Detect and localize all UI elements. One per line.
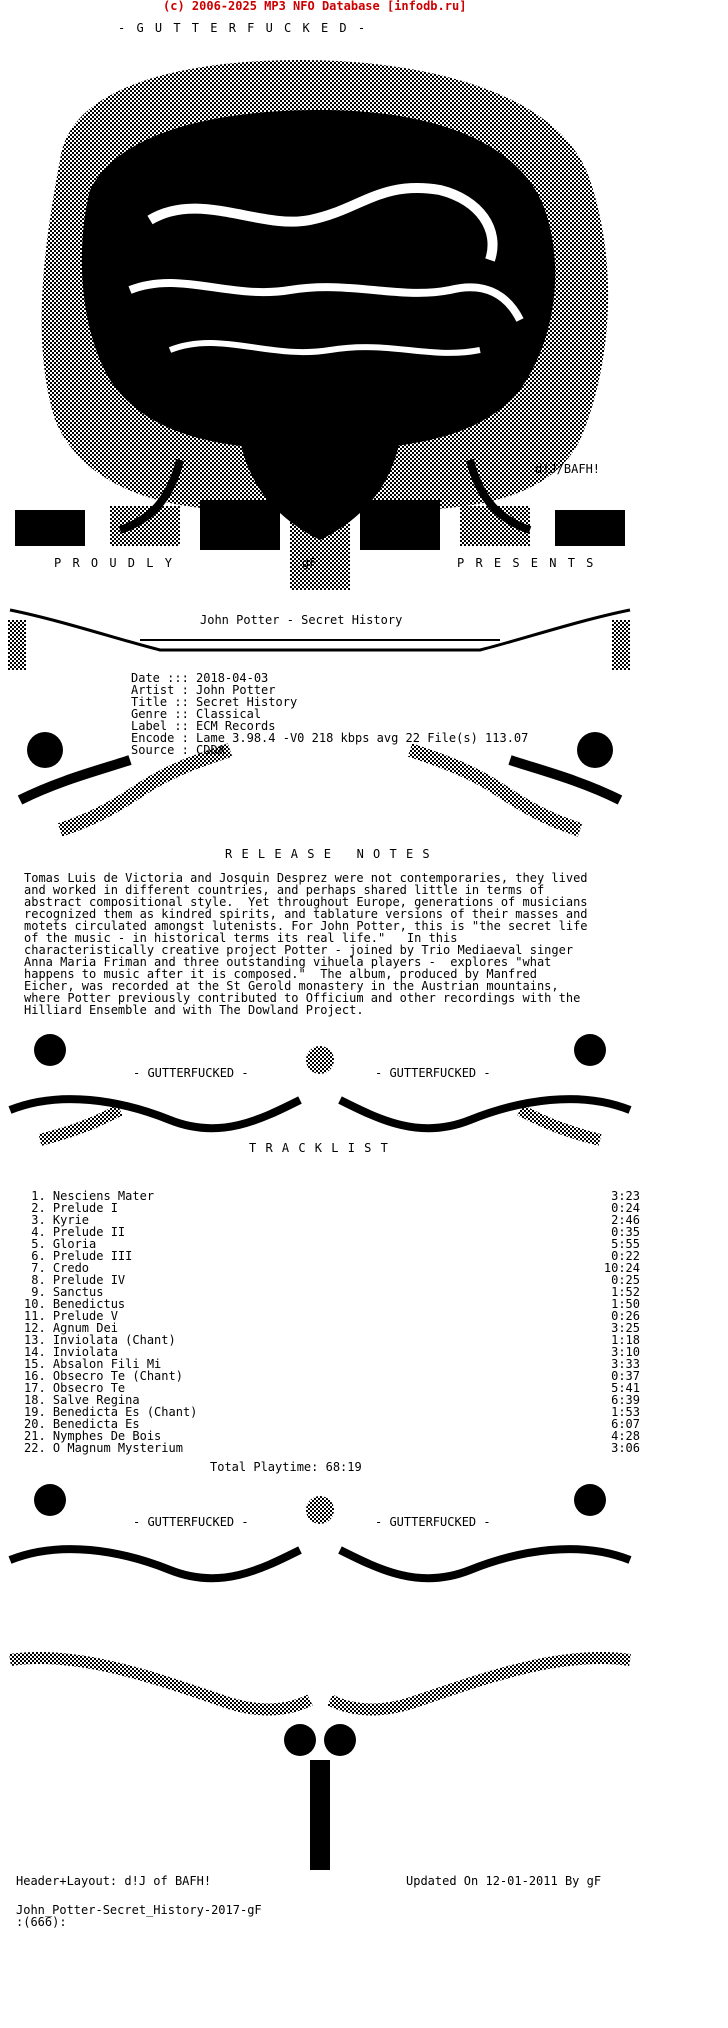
track-time: 6:39 (611, 1393, 640, 1407)
track-time: 10:24 (603, 1261, 640, 1275)
track-title: 3. Kyrie (24, 1213, 90, 1227)
track-title: 22. O Magnum Mysterium (24, 1441, 183, 1455)
track-title: 8. Prelude IV (24, 1273, 126, 1287)
track-title: 19. Benedicta Es (Chant) (24, 1405, 198, 1419)
track-title: 10. Benedictus (24, 1297, 126, 1311)
track-title: 17. Obsecro Te (24, 1381, 126, 1395)
track-time: 0:26 (611, 1309, 640, 1323)
track-time: 1:52 (611, 1285, 640, 1299)
track-time: 0:37 (611, 1369, 640, 1383)
info-row-genre: Genre :: Classical (131, 707, 262, 721)
info-row-date: Date ::: 2018-04-03 (131, 671, 269, 685)
track-row (24, 1202, 640, 1214)
info-row-artist: Artist : John Potter (131, 683, 276, 697)
track-time: 0:25 (611, 1273, 640, 1287)
info-row-encode: Encode : Lame 3.98.4 -V0 218 kbps avg 22 File(s) 113.07 (131, 731, 529, 745)
divider-label-left-2: - GUTTERFUCKED - (133, 1515, 249, 1529)
track-title: 13. Inviolata (Chant) (24, 1333, 176, 1347)
notes-line: and worked in different countries, and perhaps shared little in terms of (24, 883, 545, 897)
info-row-title: Title :: Secret History (131, 695, 298, 709)
track-time: 5:55 (611, 1237, 640, 1251)
track-title: 20. Benedicta Es (24, 1417, 140, 1431)
track-row (24, 1442, 640, 1454)
track-title: 12. Agnum Dei (24, 1321, 118, 1335)
track-title: 21. Nymphes De Bois (24, 1429, 162, 1443)
divider-label-right-2: - GUTTERFUCKED - (375, 1515, 491, 1529)
track-title: 11. Prelude V (24, 1309, 118, 1323)
notes-line: Hilliard Ensemble and with The Dowland Project. (24, 1003, 364, 1017)
ornament-bar (0, 500, 640, 590)
track-title: 16. Obsecro Te (Chant) (24, 1369, 183, 1383)
track-time: 2:46 (611, 1213, 640, 1227)
divider-label-right: - GUTTERFUCKED - (375, 1066, 491, 1080)
track-time: 6:07 (611, 1417, 640, 1431)
tracklist-heading: T R A C K L I S T (249, 1141, 389, 1155)
notes-line: Anna Maria Friman and three outstanding vihuela players - explores "what (24, 955, 552, 969)
track-time: 1:53 (611, 1405, 640, 1419)
track-title: 7. Credo (24, 1261, 90, 1275)
footer-updated: Updated On 12-01-2011 By gF (406, 1874, 602, 1888)
group-banner: - G U T T E R F U C K E D - (118, 21, 368, 35)
release-title: John Potter - Secret History (200, 613, 403, 627)
track-time: 0:35 (611, 1225, 640, 1239)
track-title: 9. Sanctus (24, 1285, 104, 1299)
track-title: 6. Prelude III (24, 1249, 133, 1263)
notes-line: abstract compositional style. Yet throughout Europe, generations of musicians (24, 895, 588, 909)
notes-line: recognized them as kindred spirits, and tablature versions of their masses and (24, 907, 588, 921)
track-time: 5:41 (611, 1381, 640, 1395)
track-title: 15. Absalon Fili Mi (24, 1357, 162, 1371)
track-title: 18. Salve Regina (24, 1393, 140, 1407)
track-time: 4:28 (611, 1429, 640, 1443)
track-row (24, 1250, 640, 1262)
track-time: 1:50 (611, 1297, 640, 1311)
track-time: 0:24 (611, 1201, 640, 1215)
info-row-label: Label :: ECM Records (131, 719, 276, 733)
notes-line: where Potter previously contributed to Officium and other recordings with the (24, 991, 581, 1005)
presents-label: P R E S E N T S (457, 556, 596, 570)
footer-filename: John_Potter-Secret_History-2017-gF (16, 1903, 262, 1917)
track-row (24, 1274, 640, 1286)
track-time: 3:23 (611, 1189, 640, 1203)
track-time: 3:06 (611, 1441, 640, 1455)
track-title: 2. Prelude I (24, 1201, 118, 1215)
footer-ornament (0, 1620, 640, 1880)
footer-tag: :(666): (16, 1915, 67, 1929)
notes-line: Eicher, was recorded at the St Gerold monastery in the Austrian mountains, (24, 979, 559, 993)
release-notes-heading: R E L E A S E N O T E S (225, 847, 431, 861)
info-row-source: Source : CDDA (131, 743, 225, 757)
gf-label: gF (302, 556, 317, 570)
track-time: 3:10 (611, 1345, 640, 1359)
track-row (24, 1226, 640, 1238)
track-title: 4. Prelude II (24, 1225, 126, 1239)
track-time: 0:22 (611, 1249, 640, 1263)
divider-ornament-bottom (0, 1480, 640, 1610)
notes-line: characteristically creative project Potter - joined by Trio Mediaeval singer (24, 943, 574, 957)
total-playtime: Total Playtime: 68:19 (210, 1460, 362, 1474)
proudly-label: P R O U D L Y (54, 556, 174, 570)
info-frame-art (0, 600, 640, 860)
notes-line: motets circulated amongst lutenists. For John Potter, this is "the secret life (24, 919, 588, 933)
footer-credit: Header+Layout: d!J of BAFH! (16, 1874, 212, 1888)
notes-line: happens to music after it is composed." The album, produced by Manfred (24, 967, 537, 981)
track-title: 14. Inviolata (24, 1345, 118, 1359)
copyright-banner: (c) 2006-2025 MP3 NFO Database [infodb.ru] (163, 0, 467, 13)
notes-line: Tomas Luis de Victoria and Josquin Desprez were not contemporaries, they lived (24, 871, 588, 885)
artist-credit: d!J/BAFH! (535, 462, 601, 476)
track-time: 1:18 (611, 1333, 640, 1347)
track-title: 1. Nesciens Mater (24, 1189, 155, 1203)
divider-label-left: - GUTTERFUCKED - (133, 1066, 249, 1080)
track-time: 3:33 (611, 1357, 640, 1371)
notes-line: of the music - in historical terms its real life." In this (24, 931, 458, 945)
track-time: 3:25 (611, 1321, 640, 1335)
track-title: 5. Gloria (24, 1237, 97, 1251)
